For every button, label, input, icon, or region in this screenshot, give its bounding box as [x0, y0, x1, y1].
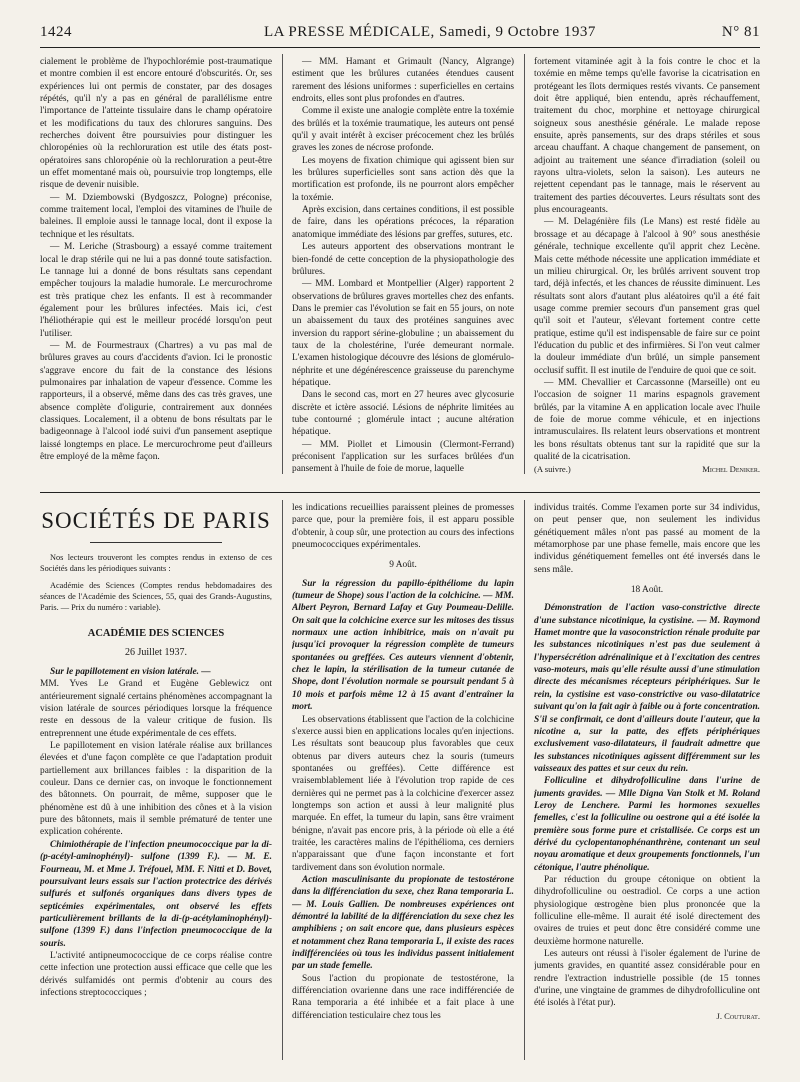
journal-title [264, 24, 596, 41]
article-title: Action masculinisante du propionate de testostérone dans la différenciation du sexe, chez Rana temporaria L. — M. Louis Gallien. De nombreuses expériences ont démontré la labilité de la différenciation du sexe chez les amphibiens ; on sait encore que, dans plusieurs espèces et notamment chez Rana temporaria L, il existe des races indifférenciées où tous les individus passent initialement par un stade femelle. [292, 874, 514, 972]
paragraph: Après excision, dans certaines conditions, il est possible de faire, dans les opérations précoces, la réparation anatomique immédiate des lésions par greffes, sutures, etc. [292, 205, 514, 240]
signature-line [534, 463, 760, 474]
paragraph: individus traités. Comme l'examen porte sur 34 individus, on peut penser que, non seulement les individus génétiquement mâles n'ont pas passé au moment de la métamorphose par une phase femelle, mais encore que les individus génétiquement femelles ont été inversés dans le sens mâle. [534, 503, 760, 575]
column-divider [524, 500, 525, 1060]
column-divider [282, 54, 283, 474]
page-header [40, 22, 760, 44]
session-date: 18 Août. [630, 585, 664, 596]
academy-date: 26 Juillet 1937. [125, 647, 187, 658]
paragraph: Dans le second cas, mort en 27 heures avec glycosurie discrète et ictère associé. Lésions de néphrite limitées au tube contourné ; glomérule intact ; aucune altération hépatique. [292, 390, 514, 438]
paragraph: Comme il existe une analogie complète entre la toxémie des brûlés et la toxémie traumatique, les auteurs ont pensé qu'il y avait intérêt à exciser précocement chez les brûlés graves les zones de nécrose profonde. [292, 106, 514, 154]
paragraph: — MM. Piollet et Limousin (Clermont-Ferrand) préconisent l'application sur les surfaces brûlées d'un pansement à l'huile de foie de morue, laquelle [292, 439, 514, 474]
journal-name: LA PRESSE MÉDICALE, [264, 24, 435, 40]
paragraph: Les observations établissent que l'action de la colchicine s'exerce aussi bien en applications locales qu'en injections. Les résultats sont beaucoup plus favorables que ceux obtenus par divers auteurs chez la souris (tumeurs spontanées ou greffées). Cette différence est vraisemblablement liée à l'évolution trop rapide de ces dernières qui ne permet pas à la colchicine d'exercer assez longtemps son action et aussi à leur malignité plus marquée. En effet, la tumeur du lapin, sans être vraiment bénigne, n'avait pas encore pris, à la période où elle a été traitée, les caractères malins de l'épithélioma, ces derniers n'apparaissant que d'une façon inconstante et fort tardivement dans son évolution normale. [292, 714, 514, 873]
paragraph: MM. Yves Le Grand et Eugène Geblewicz ont antérieurement signalé certains phénomènes accompagnant la vision latérale de sources périodiques lorsque la fréquence reste en dessous de la valeur critique de fusion. Ils entreprennent une étude expérimentale de ces effets. [40, 679, 272, 739]
paragraph: Sous l'action du propionate de testostérone, la différenciation ovarienne dans une race indifférenciée de Rana temporaria a été inhibée et a fait place à une différenciation testiculaire chez tous les [292, 973, 514, 1021]
article-title: Démonstration de l'action vaso-constrictive directe d'une substance nicotinique, la cystisine. — M. Raymond Hamet montre que la vasoconstriction rénale produite par les substances nicotiniques n'est pas due seulement à l'hypersécrétion adrénalinique et à l'excitation des centres vaso-moteurs, mais qu'elle résulte aussi d'une stimulation directe des mécanismes récepteurs périphériques. Sur le rein, la cystisine est vaso-constrictive ou vaso-dilatatrice suivant qu'on la fait agir à faible ou à forte concentration. S'il se confirmait, ce dont d'ailleurs doute l'auteur, que la nicotine a, sur la patte, des effets périphériques exclusivement vaso-dilatateurs, il faudrait admettre que les substances nicotiniques agissent différemment sur les vaisseaux des pattes et sur ceux du rein. [534, 603, 760, 774]
column-divider [282, 500, 283, 1060]
paragraph: Le papillotement en vision latérale réalise aux brillances élevées et d'une façon complète ce que l'adaptation produit partiellement aux brillances faibles : la disparition de la couleur. Dans ce dernier cas, on invoque le fonctionnement des bâtonnets. On pourrait, de même, supposer que le phénomène est dû à une inhibition des cônes et à la vision pure des bâtonnets, mais il semble prématuré de tenter une explication cohérente. [40, 741, 272, 838]
bottom-column-2 [292, 502, 514, 1058]
paragraph: — M. Delagénière fils (Le Mans) est resté fidèle au brossage et au décapage à l'alcool à 90° sous anesthésie générale, technique excellente qu'il apprit chez Lecène. Mais cette méthode nécessite une application immédiate et un milieu chirurgical. Or, les brûlés arrivent souvent trop tard, déjà infectés, et les chances de réussite diminuent. Les résultats sont alors d'autant plus aléatoires qu'il a été fait usage comme premier secours d'un pansement gras quel qu'il soit et l'auteur, s'élevant fortement contre cette pratique, estime qu'il est indispensable de faire sur ce point l'éducation du public et des infirmières. Si l'on veut calmer la douleur immédiate d'un brûlé, un simple pansement occlusif suffit. Il est inutile de l'enduire de quoi que ce soit. [534, 217, 760, 376]
top-column-2 [292, 56, 514, 474]
top-column-1 [40, 56, 272, 474]
paragraph: — MM. Chevallier et Carcassonne (Marseille) ont eu l'occasion de soigner 11 marins espagnols gravement brûlés, par la vitamine A en application locale avec l'huile de foie de morue comme véhicule, et en injections intramusculaires. Ils relatent leurs observations et montrent les bons résultats obtenus tant sur la rapidité que sur la qualité de la cicatrisation. [534, 377, 760, 462]
paragraph: Les moyens de fixation chimique qui agissent bien sur les brûlures superficielles sont sans action dès que la mortification est profonde, ils ne pourront alors empêcher la toxémie. [292, 155, 514, 203]
article-title: Folliculine et dihydrofolliculine dans l'urine de juments gravides. — Mlle Digna Van Stolk et M. Roland Leroy de Lenchere. Parmi les hormones sexuelles femelles, c'est la folliculine ou oestrone qui a été isolée la première sous forme pure et cristallisée. Ce corps est un dérivé du cyclopentanophénanthrène, contenant un seul noyau aromatique et deux groupements fonctionnels, l'un cétonique, l'autre phénolique. [534, 776, 760, 873]
title-underline [90, 542, 222, 543]
to-be-continued: (A suivre.) [534, 464, 571, 474]
article-title: Chimiothérapie de l'infection pneumococcique par la di- (p-acétyl-aminophényl)- sulfone (1399 F.). — M. E. Fourneau, M. et Mme J. Tréfouel, MM. F. Nitti et D. Bovet, poursuivant leurs essais sur l'action protectrice des dérivés sulfurés et sulfonés organiques dans divers types de septicémies expérimentales, ont observé les effets particulièrement brillants de la di-(p-acétylaminophényl)-sulfone (1399 F.) dans l'infection pneumococcique de la souris. [40, 839, 272, 949]
academy-heading: ACADÉMIE DES SCIENCES [87, 628, 225, 639]
author-signature: Michel Deniker. [702, 464, 760, 474]
intro-text: Nos lecteurs trouveront les comptes rendus in extenso de ces Sociétés dans les périodiques suivants : [40, 553, 272, 573]
author-signature: J. Couturat. [716, 1010, 760, 1021]
session-date: 9 Août. [389, 560, 417, 571]
paragraph: Les auteurs apportent des observations montrant le bien-fondé de cette conception de la physiopathologie des brûlures. [292, 242, 514, 277]
page-number: 1424 [40, 24, 72, 40]
paragraph: — M. de Fourmestraux (Chartres) a vu pas mal de brûlures graves au cours d'accidents d'avion. Ici le pronostic s'aggrave encore du fait de la constance des lésions pulmonaires par inhalation de vapeur d'essence. Comme les rapporteurs, il a observé, même dans des cas très graves, une absence complète d'oligurie, contrairement aux données classiques. Localement, il a obtenu de bons résultats par le badigeonnage à l'alcool iodé suivi d'un pansement aseptique laissé longtemps en place. Le mercurochrome peut d'ailleurs être employé de la même façon. [40, 340, 272, 462]
bottom-column-1 [40, 666, 272, 1046]
paragraph: — MM. Lombard et Montpellier (Alger) rapportent 2 observations de brûlures graves mortelles chez des enfants. Dans le premier cas l'évolution se fait en 55 jours, on note un abaissement du taux des protéines sanguines avec inversion du rapport sérine-globuline ; un abaissement du taux de la cholestérine, l'urée demeurant normale. L'examen histologique découvre des lésions de glomérulo-néphrite et une dégénérescence graisseuse du parenchyme hépatique. [292, 279, 514, 388]
paragraph: fortement vitaminée agit à la fois contre le choc et la toxémie en même temps qu'elle favorise la cicatrisation en protégeant les îlots dermiques restés vivants. Ce pansement doit être appliqué, bien entendu, après réchauffement, traitement du choc, morphine et nettoyage chirurgical soigneux sous anesthésie générale. Le malade repose ensuite, après pansements, sur des draps stériles et sous arceau chauffant. A chaque changement de pansement, on adjoint au traitement une séance d'irradiation (soleil ou rayons ultra-violets, selon la saison). Les auteurs ne rejettent cependant pas le tannage, mais le réservent au traitement des parties découvertes. Leurs résultats sont des plus encourageants. [534, 57, 760, 216]
section-rule [40, 492, 760, 493]
paragraph: L'activité antipneumococcique de ce corps réalise contre cette infection une protection aussi efficace que celle que les dérivés sulfamidés ont permis d'obtenir au cours des infections streptococciques ; [40, 950, 272, 998]
header-rule [40, 47, 760, 48]
paragraph: Par réduction du groupe cétonique on obtient la dihydrofolliculine ou oestradiol. Ce corps a une action physiologique œstrogène bien plus prononcée que la folliculine elle-même. Il aurait été isolé directement des ovaires de truies et peut donc être considéré comme une deuxième hormone naturelle. [534, 874, 760, 947]
article-title: Sur le papillotement en vision latérale. — [50, 667, 211, 677]
section-title: SOCIÉTÉS DE PARIS [41, 508, 271, 533]
paragraph: les indications recueillies paraissent pleines de promesses parce que, pour la première fois, il est apparu possible d'obtenir, à coup sûr, une protection au cours des infections pneumococciques expérimentales. [292, 503, 514, 551]
paragraph: Les auteurs ont réussi à l'isoler également de l'urine de juments gravides, en quantité assez considérable pour en rendre l'extraction industrielle possible (de 15 tonnes d'urine, une vingtaine de grammes de dihydrofolliculine ont été isolés à l'état pur). [534, 949, 760, 1009]
column-divider [524, 54, 525, 474]
issue-date: Samedi, 9 Octobre 1937 [439, 24, 596, 40]
article-title: Sur la régression du papillo-épithéliome du lapin (tumeur de Shope) sous l'action de la colchicine. — MM. Albert Peyron, Bernard Lafay et Guy Poumeau-Delille. On sait que la colchicine exerce sur les mitoses des tissus normaux une action inhibitrice, mais on n'avait pu jusqu'ici provoquer la régression complète de tumeurs spontanées ou greffées. Ces auteurs viennent d'obtenir, chez le lapin, la stérilisation de la tumeur cutanée de Shope, dont l'évolution normale se poursuit pendant 5 à 10 mois et parfois même 12 à 15 avant d'entraîner la mort. [292, 578, 514, 713]
paragraph: — MM. Hamant et Grimault (Nancy, Algrange) estiment que les brûlures cutanées étendues causent rarement des lésions uniformes : superficielles en certains endroits, elles sont plus profondes en d'autres. [292, 57, 514, 105]
paragraph: cialement le problème de l'hypochlorémie post-traumatique et montre combien il est encore entouré d'obscurités. Or, ses expériences lui ont permis de constater, par des dosages répétés, qu'il n'y a pas en général de parallélisme entre l'importance de l'atteinte tissulaire dans le champ opératoire et les modifications du taux des chlorures sanguins. Des recherches doivent être poursuivies pour distinguer les chloropénies où la rechloruration est utile des états post-opératoires sans chloropénie où la rechloruration a peut-être un effet momentané mais où, poursuivie trop longtemps, elle risque de devenir nuisible. [40, 57, 272, 191]
issue-number: N° 81 [721, 24, 760, 40]
intro-academy: Académie des Sciences (Comptes rendus hebdomadaires des séances de l'Académie des Sciences, 55, quai des Grands-Augustins, Paris. — Prix du numéro : variable). [40, 581, 272, 612]
section-intro [40, 552, 272, 619]
paragraph: — M. Dziembowski (Bydgoszcz, Pologne) préconise, comme traitement local, l'emploi des vitamines de l'huile de baleines. Il emploie aussi le tannage local, dont il expose la technique et les résultats. [40, 192, 272, 240]
top-column-3 [534, 56, 760, 474]
bottom-column-3 [534, 502, 760, 1058]
paragraph: — M. Leriche (Strasbourg) a essayé comme traitement local le drap stérile qui ne lui a pas donné toute satisfaction. Le tannage lui a donné de bons résultats sans cependant empêcher toujours la maladie humorale. Le mercurochrome est très pratique chez les enfants. Il est à recommander également pour les brûlures infectées. Mais ici, c'est l'héliothérapie qui est le meilleur procédé lorsqu'on peut l'utiliser. [40, 242, 272, 339]
